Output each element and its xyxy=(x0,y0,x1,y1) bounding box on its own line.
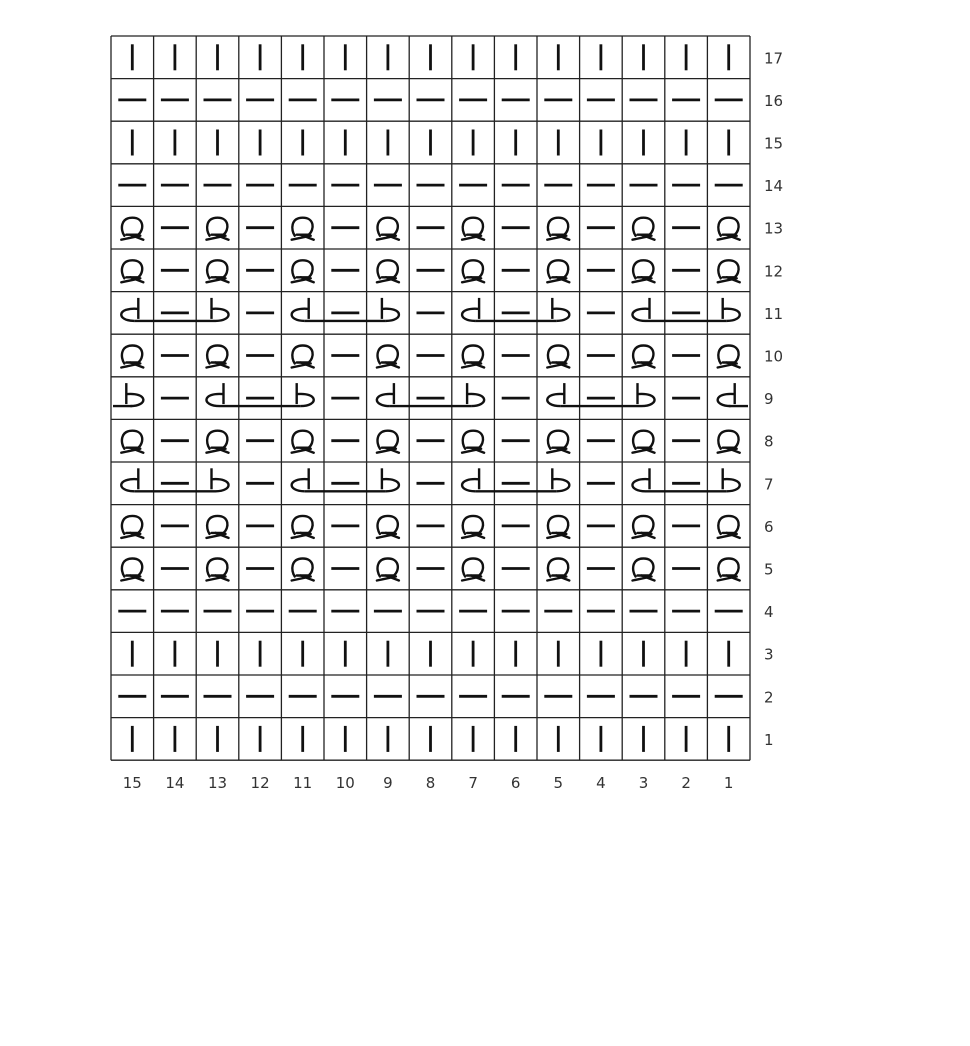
wrap-left-cell xyxy=(632,298,649,321)
twisted-stitch-cell xyxy=(121,559,143,581)
twisted-stitch-cell xyxy=(462,516,484,538)
twisted-stitch-cell xyxy=(633,559,655,581)
wrap-left-cell xyxy=(462,468,479,491)
column-label: 3 xyxy=(638,774,649,793)
row-label: 11 xyxy=(764,304,784,323)
twisted-stitch-cell xyxy=(292,516,314,538)
twisted-stitch-cell xyxy=(547,346,569,368)
column-label: 12 xyxy=(250,774,270,793)
twisted-stitch-cell xyxy=(547,260,569,282)
row-label: 5 xyxy=(764,560,774,579)
row-label: 13 xyxy=(764,219,784,238)
column-labels xyxy=(123,774,734,792)
twisted-stitch-cell xyxy=(633,516,655,538)
row-label: 1 xyxy=(764,730,774,749)
twisted-stitch-cell xyxy=(547,431,569,453)
twisted-stitch-cell xyxy=(718,260,740,282)
twisted-stitch-cell xyxy=(462,346,484,368)
twisted-stitch-cell xyxy=(377,346,399,368)
twisted-stitch-cell xyxy=(718,516,740,538)
wrap-right-cell xyxy=(723,468,740,491)
twisted-stitch-cell xyxy=(207,346,229,368)
twisted-stitch-cell xyxy=(633,218,655,240)
twisted-stitch-cell xyxy=(633,346,655,368)
wrap-left-cell xyxy=(718,383,735,406)
wrap-right-cell xyxy=(212,468,229,491)
column-label: 11 xyxy=(293,774,313,793)
twisted-stitch-cell xyxy=(292,260,314,282)
twisted-stitch-cell xyxy=(377,431,399,453)
row-label: 6 xyxy=(764,517,774,536)
wrap-left-cell xyxy=(206,383,223,406)
twisted-stitch-cell xyxy=(718,218,740,240)
row-label: 8 xyxy=(764,432,774,451)
twisted-stitch-cell xyxy=(377,516,399,538)
wrap-right-cell xyxy=(552,298,569,321)
column-label: 2 xyxy=(681,774,691,793)
twisted-stitch-cell xyxy=(292,431,314,453)
row-label: 10 xyxy=(764,347,784,366)
column-label: 5 xyxy=(553,774,564,793)
column-label: 4 xyxy=(596,774,606,793)
twisted-stitch-cell xyxy=(462,218,484,240)
twisted-stitch-cell xyxy=(207,218,229,240)
twisted-stitch-cell xyxy=(292,559,314,581)
wrap-right-cell xyxy=(382,468,399,491)
row-label: 4 xyxy=(764,603,774,622)
column-label: 10 xyxy=(335,774,355,793)
wrap-left-cell xyxy=(547,383,564,406)
wrap-right-cell xyxy=(467,383,484,406)
row-label: 2 xyxy=(764,688,774,707)
wrap-right-cell xyxy=(126,383,143,406)
row-labels xyxy=(764,49,783,749)
twisted-stitch-cell xyxy=(718,346,740,368)
twisted-stitch-cell xyxy=(121,218,143,240)
wrap-right-cell xyxy=(638,383,655,406)
twisted-stitch-cell xyxy=(462,559,484,581)
twisted-stitch-cell xyxy=(121,431,143,453)
wrap-right-cell xyxy=(212,298,229,321)
wrap-right-cell xyxy=(723,298,740,321)
column-label: 15 xyxy=(122,774,142,793)
twisted-stitch-cell xyxy=(121,516,143,538)
twisted-stitch-cell xyxy=(207,559,229,581)
twisted-stitch-cell xyxy=(547,559,569,581)
wrap-left-cell xyxy=(377,383,394,406)
chart-grid xyxy=(118,44,742,752)
row-label: 16 xyxy=(764,91,784,110)
twisted-stitch-cell xyxy=(633,431,655,453)
wrap-right-cell xyxy=(297,383,314,406)
twisted-stitch-cell xyxy=(547,218,569,240)
wrap-underlines xyxy=(113,321,748,491)
twisted-stitch-cell xyxy=(207,516,229,538)
twisted-stitch-cell xyxy=(633,260,655,282)
twisted-stitch-cell xyxy=(377,559,399,581)
wrap-left-cell xyxy=(121,298,138,321)
twisted-stitch-cell xyxy=(718,559,740,581)
twisted-stitch-cell xyxy=(207,260,229,282)
wrap-right-cell xyxy=(552,468,569,491)
column-label: 7 xyxy=(468,774,478,793)
twisted-stitch-cell xyxy=(377,260,399,282)
twisted-stitch-cell xyxy=(121,346,143,368)
wrap-left-cell xyxy=(632,468,649,491)
twisted-stitch-cell xyxy=(207,431,229,453)
twisted-stitch-cell xyxy=(462,260,484,282)
twisted-stitch-cell xyxy=(121,260,143,282)
wrap-left-cell xyxy=(292,468,309,491)
wrap-left-cell xyxy=(121,468,138,491)
twisted-stitch-cell xyxy=(547,516,569,538)
row-label: 12 xyxy=(764,262,784,281)
column-label: 6 xyxy=(510,774,521,793)
row-label: 3 xyxy=(764,645,774,664)
wrap-left-cell xyxy=(462,298,479,321)
row-label: 17 xyxy=(764,49,784,68)
twisted-stitch-cell xyxy=(377,218,399,240)
row-label: 15 xyxy=(764,134,784,153)
column-label: 9 xyxy=(383,774,393,793)
column-label: 14 xyxy=(165,774,185,793)
twisted-stitch-cell xyxy=(292,346,314,368)
row-label: 9 xyxy=(764,390,774,409)
row-label: 14 xyxy=(764,177,784,196)
column-label: 8 xyxy=(425,774,436,793)
twisted-stitch-cell xyxy=(718,431,740,453)
column-label: 1 xyxy=(723,774,734,793)
wrap-left-cell xyxy=(292,298,309,321)
wrap-right-cell xyxy=(382,298,399,321)
twisted-stitch-cell xyxy=(292,218,314,240)
twisted-stitch-cell xyxy=(462,431,484,453)
column-label: 13 xyxy=(207,774,228,793)
row-label: 7 xyxy=(764,475,774,494)
